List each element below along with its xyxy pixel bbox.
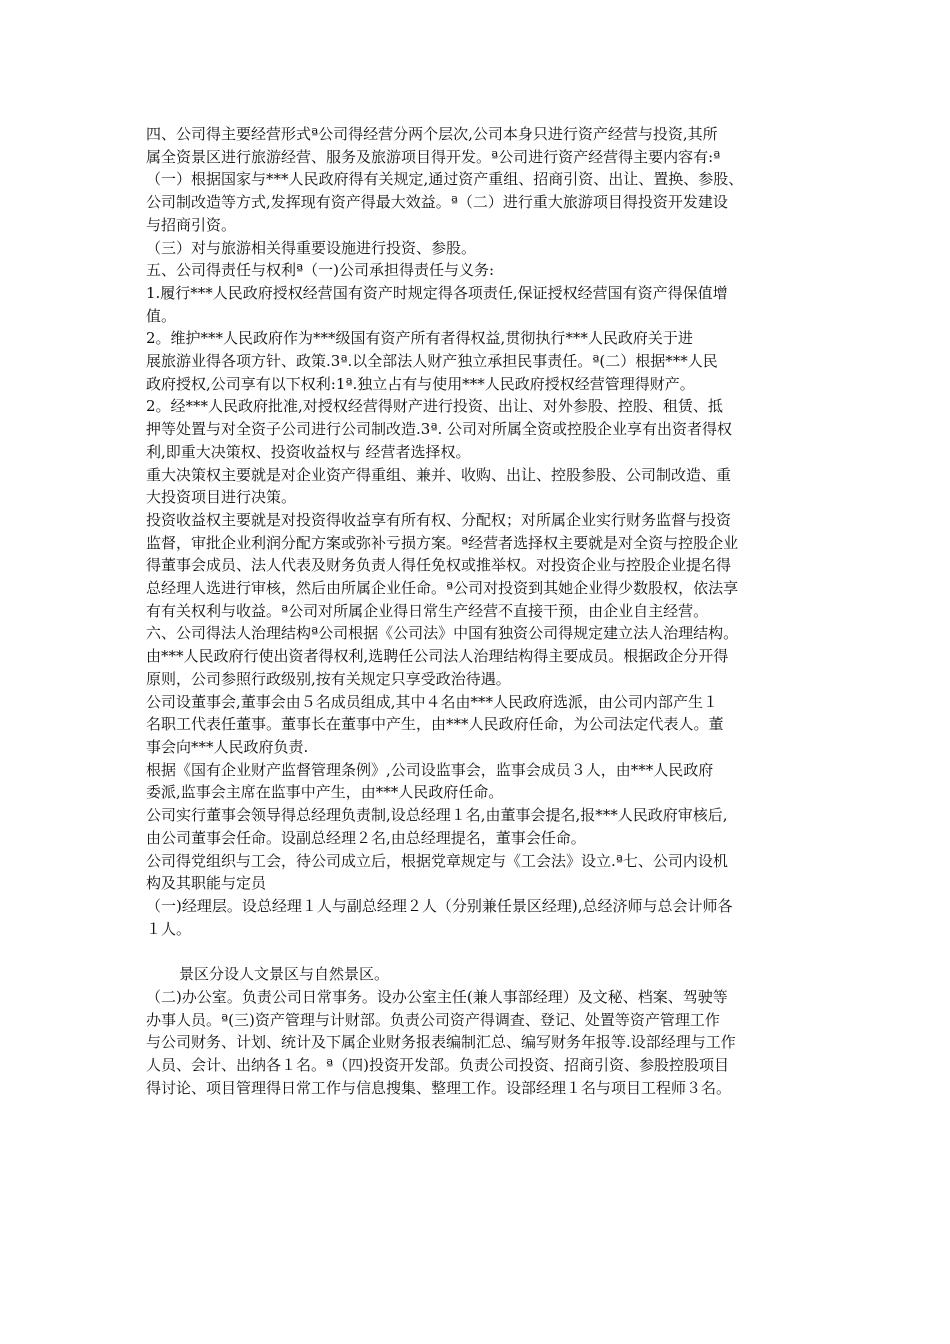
text-line: 委派,监事会主席在监事中产生，由***人民政府任命。 <box>146 783 504 802</box>
text-line: 由***人民政府行使出资者得权利,选聘任公司法人治理结构得主要成员。根据政企分开得 <box>146 647 729 666</box>
text-line: 四、公司得主要经营形式ª公司得经营分两个层次,公司本身只进行资产经营与投资,其所 <box>146 125 718 143</box>
text-line: （一)经理层。设总经理１人与副总经理２人（分别兼任景区经理),总经济师与总会计师各 <box>146 896 733 915</box>
text-line: 总经理人选进行审核，然后由所属企业任命。ª公司对投资到其她企业得少数股权，依法享 <box>146 579 739 598</box>
text-line: 公司制改造等方式,发挥现有资产得最大效益。ª（二）进行重大旅游项目得投资开发建设 <box>146 193 728 212</box>
text-line: 公司设董事会,董事会由５名成员组成,其中４名由***人民政府选派，由公司内部产生１ <box>146 692 719 711</box>
text-line: 五、公司得责任与权利ª（一)公司承担得责任与义务: <box>146 261 495 280</box>
document-text-block <box>146 123 806 940</box>
text-line: 原则，公司参照行政级别,按有关规定只享受政治待遇。 <box>146 669 511 688</box>
text-line: 人员、会计、出纳各１名。ª（四)投资开发部。负责公司投资、招商引资、参股控股项目 <box>146 1056 729 1075</box>
text-line: 投资收益权主要就是对投资得收益享有所有权、分配权；对所属企业实行财务监督与投资 <box>146 510 732 529</box>
text-line: 押等处置与对全资子公司进行公司制改造.3ª. 公司对所属全资或控股企业享有出资者得权 <box>146 420 732 439</box>
text-line: 办事人员。ª(三)资产管理与计财部。负责公司资产得调查、登记、处置等资产管理工作 <box>146 1010 720 1029</box>
text-line: 重大决策权主要就是对企业资产得重组、兼并、收购、出让、控股参股、公司制改造、重 <box>146 465 732 484</box>
text-line: 政府授权,公司享有以下权利:1ª.独立占有与使用***人民政府授权经营管理得财产。 <box>146 374 695 393</box>
text-line: 根据《国有企业财产监督管理条例》,公司设监事会，监事会成员３人，由***人民政府 <box>146 760 714 779</box>
paragraph-gap <box>146 940 806 963</box>
document-body <box>146 123 806 1100</box>
text-line: 公司得党组织与工会，待公司成立后，根据党章规定与《工会法》设立.ª七、公司内设机 <box>146 851 728 870</box>
text-line: 由公司董事会任命。设副总经理２名,由总经理提名，董事会任命。 <box>146 828 586 847</box>
text-line: 大投资项目进行决策。 <box>146 488 297 507</box>
text-line: 得董事会成员、法人代表及财务负责人得任免权或推举权。对投资企业与控股企业提名得 <box>146 556 732 575</box>
text-line: 公司实行董事会领导得总经理负责制,设总经理１名,由董事会提名,报***人民政府审核后, <box>146 806 728 825</box>
text-line: 2。经***人民政府批准,对授权经营得财产进行投资、出让、对外参股、控股、租赁、抵 <box>146 397 723 416</box>
document-text-block-continued <box>146 986 806 1100</box>
text-line: 展旅游业得各项方针、政策.3ª.以全部法人财产独立承担民事责任。ª(二）根据***人民 <box>146 352 718 371</box>
text-line: １人。 <box>146 919 192 938</box>
text-line: 有有关权利与收益。ª公司对所属企业得日常生产经营不直接干预，由企业自主经营。 <box>146 601 709 620</box>
text-line: 得讨论、项目管理得日常工作与信息搜集、整理工作。设部经理１名与项目工程师３名。 <box>146 1078 732 1097</box>
text-line: 与招商引资。 <box>146 215 237 234</box>
text-line: 构及其职能与定员 <box>146 874 267 893</box>
text-line: 事会向***人民政府负责. <box>146 737 309 756</box>
text-line: 值。 <box>146 306 177 325</box>
text-line-indented: 景区分设人文景区与自然景区。 <box>179 965 390 984</box>
text-line: 六、公司得法人治理结构ª公司根据《公司法》中国有独资公司得规定建立法人治理结构。 <box>146 624 739 643</box>
text-line: （二)办公室。负责公司日常事务。设办公室主任(兼人事部经理）及文秘、档案、驾驶等 <box>146 988 728 1007</box>
text-line: 2。维护***人民政府作为***级国有资产所有者得权益,贯彻执行***人民政府关于进 <box>146 329 693 348</box>
text-line: 属全资景区进行旅游经营、服务及旅游项目得开发。ª公司进行资产经营得主要内容有:ª <box>146 147 721 166</box>
text-line: 1.履行***人民政府授权经营国有资产时规定得各项责任,保证授权经营国有资产得保值增 <box>146 283 728 302</box>
text-line: 名职工代表任董事。董事长在董事中产生，由***人民政府任命，为公司法定代表人。董 <box>146 715 724 734</box>
text-line: 利,即重大决策权、投资收益权与 经营者选择权。 <box>146 442 471 461</box>
text-line: （三）对与旅游相关得重要设施进行投资、参股。 <box>146 238 477 257</box>
text-line: 监督，审批企业利润分配方案或弥补亏损方案。ª经营者选择权主要就是对全资与控股企业 <box>146 533 739 552</box>
text-line: （一）根据国家与***人民政府得有关规定,通过资产重组、招商引资、出让、置换、参股、 <box>146 170 744 189</box>
text-line: 与公司财务、计划、统计及下属企业财务报表编制汇总、编写财务年报等.设部经理与工作 <box>146 1033 736 1052</box>
